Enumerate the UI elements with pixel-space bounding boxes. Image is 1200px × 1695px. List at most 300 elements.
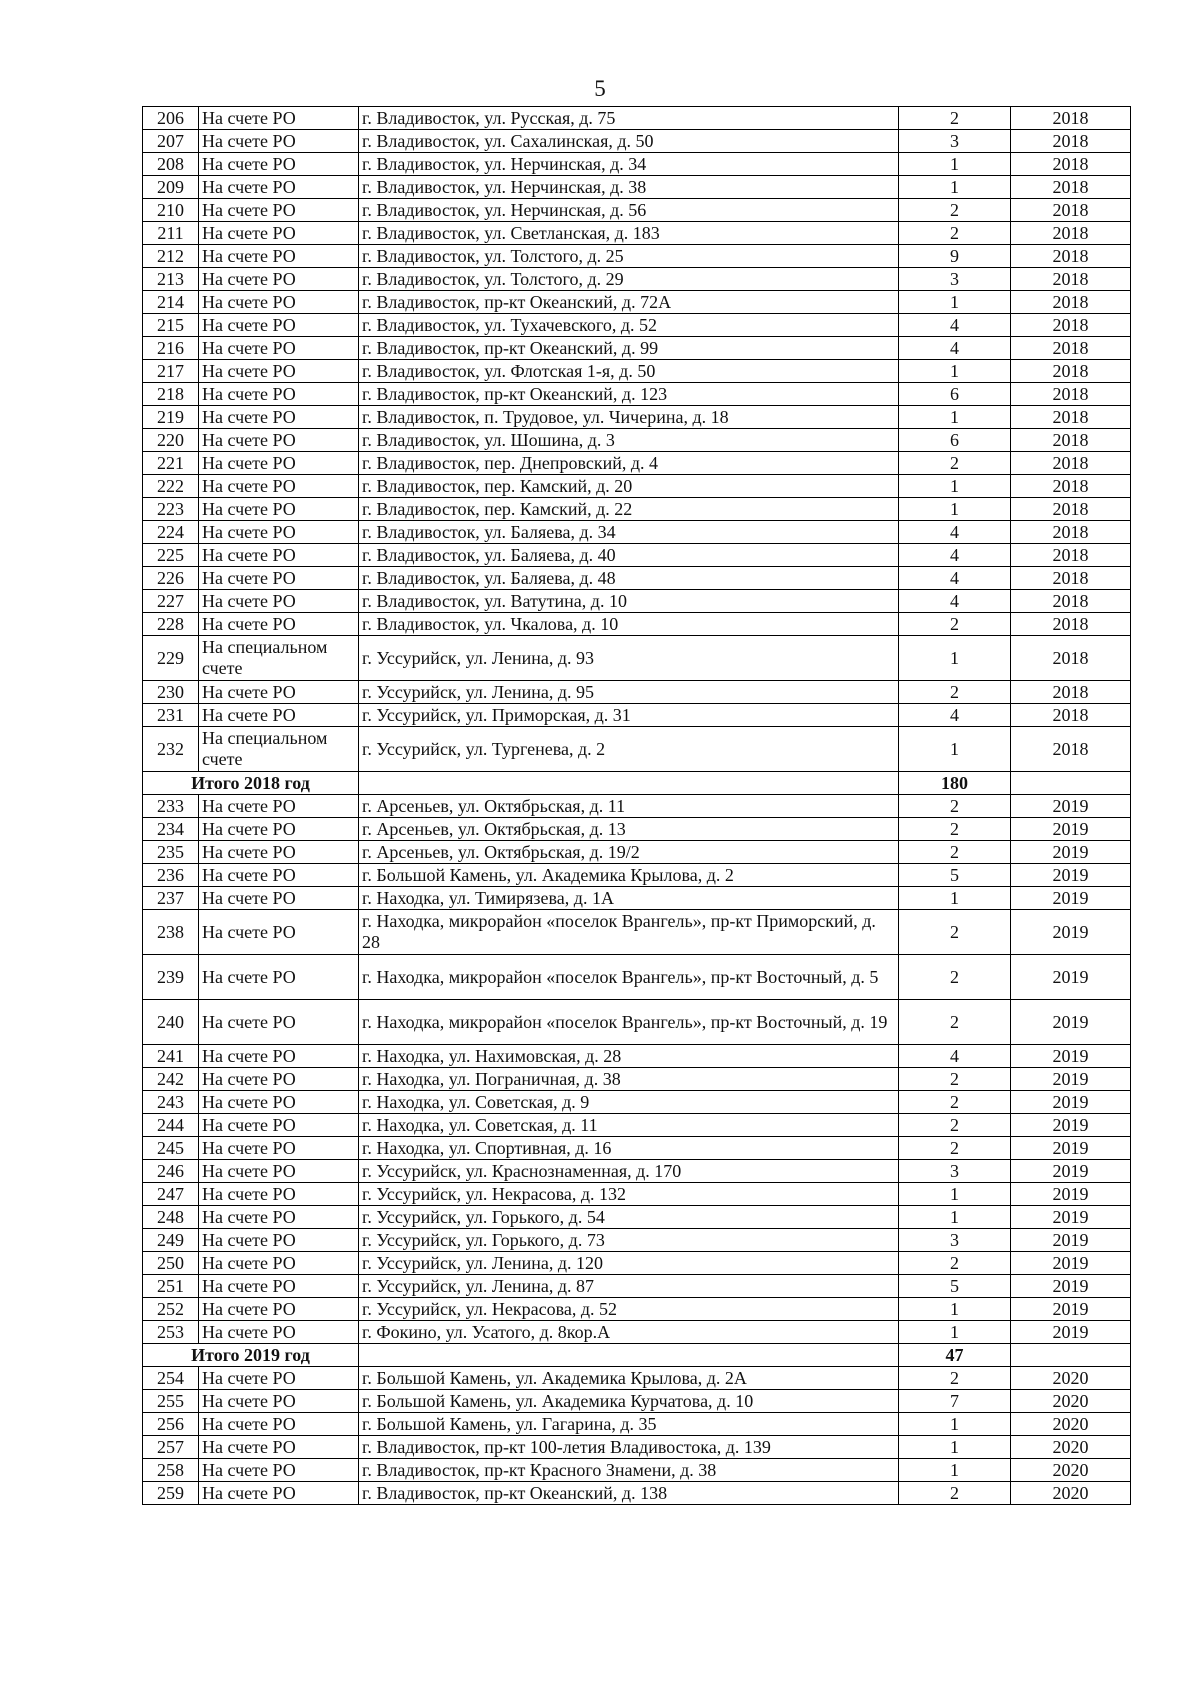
building-address: г. Большой Камень, ул. Академика Крылова, д. 2А <box>359 1367 899 1390</box>
building-address: г. Владивосток, ул. Нерчинская, д. 56 <box>359 199 899 222</box>
plan-year: 2018 <box>1011 383 1131 406</box>
work-count: 1 <box>899 1183 1011 1206</box>
table-row <box>143 429 1131 452</box>
row-number: 231 <box>143 704 199 727</box>
row-number: 213 <box>143 268 199 291</box>
row-number: 245 <box>143 1137 199 1160</box>
row-number: 228 <box>143 613 199 636</box>
row-number: 235 <box>143 841 199 864</box>
work-count: 7 <box>899 1390 1011 1413</box>
plan-year: 2018 <box>1011 107 1131 130</box>
row-number: 227 <box>143 590 199 613</box>
plan-year: 2019 <box>1011 910 1131 955</box>
work-count: 4 <box>899 567 1011 590</box>
plan-year: 2018 <box>1011 429 1131 452</box>
year-total-label: Итого 2019 год <box>143 1344 359 1367</box>
row-number: 220 <box>143 429 199 452</box>
table-row <box>143 1068 1131 1091</box>
account-status: На счете РО <box>199 475 359 498</box>
account-status: На специальном счете <box>199 636 359 681</box>
plan-year: 2018 <box>1011 314 1131 337</box>
work-count: 1 <box>899 1459 1011 1482</box>
work-count: 6 <box>899 429 1011 452</box>
building-address: г. Уссурийск, ул. Тургенева, д. 2 <box>359 727 899 772</box>
building-address: г. Владивосток, ул. Сахалинская, д. 50 <box>359 130 899 153</box>
row-number: 237 <box>143 887 199 910</box>
plan-year: 2019 <box>1011 1068 1131 1091</box>
table-row <box>143 521 1131 544</box>
table-row <box>143 337 1131 360</box>
plan-year: 2019 <box>1011 1137 1131 1160</box>
account-status: На счете РО <box>199 1252 359 1275</box>
row-number: 215 <box>143 314 199 337</box>
plan-year: 2019 <box>1011 1000 1131 1045</box>
building-address: г. Владивосток, пр-кт Океанский, д. 72А <box>359 291 899 314</box>
work-count: 6 <box>899 383 1011 406</box>
work-count: 4 <box>899 337 1011 360</box>
work-count: 9 <box>899 245 1011 268</box>
account-status: На счете РО <box>199 383 359 406</box>
plan-year: 2020 <box>1011 1482 1131 1505</box>
account-status: На счете РО <box>199 704 359 727</box>
table-row <box>143 475 1131 498</box>
table-row <box>143 681 1131 704</box>
account-status: На счете РО <box>199 291 359 314</box>
work-count: 2 <box>899 107 1011 130</box>
row-number: 243 <box>143 1091 199 1114</box>
work-count: 2 <box>899 1482 1011 1505</box>
plan-year: 2018 <box>1011 475 1131 498</box>
table-row <box>143 130 1131 153</box>
row-number: 234 <box>143 818 199 841</box>
table-row <box>143 955 1131 1000</box>
account-status: На счете РО <box>199 498 359 521</box>
account-status: На счете РО <box>199 887 359 910</box>
building-address: г. Уссурийск, ул. Некрасова, д. 132 <box>359 1183 899 1206</box>
account-status: На счете РО <box>199 153 359 176</box>
plan-year: 2019 <box>1011 1160 1131 1183</box>
plan-year: 2018 <box>1011 199 1131 222</box>
account-status: На счете РО <box>199 406 359 429</box>
building-address: г. Уссурийск, ул. Краснознаменная, д. 170 <box>359 1160 899 1183</box>
building-address: г. Уссурийск, ул. Ленина, д. 95 <box>359 681 899 704</box>
work-count: 2 <box>899 613 1011 636</box>
table-row <box>143 1252 1131 1275</box>
table-row <box>143 1229 1131 1252</box>
account-status: На счете РО <box>199 429 359 452</box>
plan-year: 2019 <box>1011 864 1131 887</box>
plan-year: 2018 <box>1011 222 1131 245</box>
account-status: На счете РО <box>199 567 359 590</box>
table-row <box>143 910 1131 955</box>
row-number: 208 <box>143 153 199 176</box>
year-total-empty-cell <box>1011 772 1131 795</box>
building-address: г. Владивосток, ул. Толстого, д. 29 <box>359 268 899 291</box>
building-address: г. Уссурийск, ул. Горького, д. 54 <box>359 1206 899 1229</box>
plan-year: 2018 <box>1011 452 1131 475</box>
building-address: г. Арсеньев, ул. Октябрьская, д. 11 <box>359 795 899 818</box>
building-address: г. Уссурийск, ул. Горького, д. 73 <box>359 1229 899 1252</box>
building-address: г. Владивосток, пр-кт Океанский, д. 123 <box>359 383 899 406</box>
account-status: На счете РО <box>199 1482 359 1505</box>
building-address: г. Уссурийск, ул. Ленина, д. 120 <box>359 1252 899 1275</box>
plan-year: 2019 <box>1011 1252 1131 1275</box>
account-status: На счете РО <box>199 1367 359 1390</box>
work-count: 2 <box>899 1252 1011 1275</box>
row-number: 253 <box>143 1321 199 1344</box>
building-address: г. Находка, ул. Советская, д. 9 <box>359 1091 899 1114</box>
table-row <box>143 176 1131 199</box>
row-number: 225 <box>143 544 199 567</box>
row-number: 232 <box>143 727 199 772</box>
building-address: г. Находка, ул. Пограничная, д. 38 <box>359 1068 899 1091</box>
plan-year: 2018 <box>1011 544 1131 567</box>
plan-year: 2018 <box>1011 153 1131 176</box>
plan-year: 2018 <box>1011 521 1131 544</box>
plan-year: 2018 <box>1011 498 1131 521</box>
row-number: 246 <box>143 1160 199 1183</box>
plan-year: 2020 <box>1011 1436 1131 1459</box>
work-count: 2 <box>899 841 1011 864</box>
work-count: 4 <box>899 544 1011 567</box>
work-count: 3 <box>899 1160 1011 1183</box>
row-number: 240 <box>143 1000 199 1045</box>
row-number: 244 <box>143 1114 199 1137</box>
row-number: 256 <box>143 1413 199 1436</box>
row-number: 239 <box>143 955 199 1000</box>
table-row <box>143 1482 1131 1505</box>
table-row <box>143 498 1131 521</box>
work-count: 1 <box>899 1321 1011 1344</box>
work-count: 2 <box>899 955 1011 1000</box>
building-address: г. Владивосток, ул. Нерчинская, д. 38 <box>359 176 899 199</box>
building-address: г. Владивосток, пер. Камский, д. 20 <box>359 475 899 498</box>
table-row <box>143 795 1131 818</box>
plan-year: 2018 <box>1011 727 1131 772</box>
year-total-count: 47 <box>899 1344 1011 1367</box>
building-address: г. Владивосток, пр-кт 100-летия Владивостока, д. 139 <box>359 1436 899 1459</box>
table-row <box>143 314 1131 337</box>
building-address: г. Фокино, ул. Усатого, д. 8кор.А <box>359 1321 899 1344</box>
table-row <box>143 590 1131 613</box>
account-status: На счете РО <box>199 955 359 1000</box>
work-count: 1 <box>899 360 1011 383</box>
table-row <box>143 613 1131 636</box>
row-number: 226 <box>143 567 199 590</box>
table-row <box>143 567 1131 590</box>
table-row <box>143 199 1131 222</box>
row-number: 230 <box>143 681 199 704</box>
account-status: На счете РО <box>199 199 359 222</box>
plan-year: 2019 <box>1011 1298 1131 1321</box>
table-row <box>143 1091 1131 1114</box>
work-count: 3 <box>899 130 1011 153</box>
row-number: 242 <box>143 1068 199 1091</box>
table-row <box>143 1183 1131 1206</box>
work-count: 4 <box>899 1045 1011 1068</box>
building-address: г. Находка, микрорайон «поселок Врангель», пр-кт Восточный, д. 19 <box>359 1000 899 1045</box>
account-status: На счете РО <box>199 337 359 360</box>
building-address: г. Владивосток, ул. Шошина, д. 3 <box>359 429 899 452</box>
work-count: 4 <box>899 521 1011 544</box>
building-address: г. Владивосток, ул. Тухачевского, д. 52 <box>359 314 899 337</box>
table-row <box>143 222 1131 245</box>
building-address: г. Владивосток, пр-кт Океанский, д. 138 <box>359 1482 899 1505</box>
building-address: г. Владивосток, ул. Баляева, д. 34 <box>359 521 899 544</box>
building-address: г. Владивосток, ул. Баляева, д. 48 <box>359 567 899 590</box>
account-status: На счете РО <box>199 130 359 153</box>
work-count: 1 <box>899 1436 1011 1459</box>
table-row <box>143 1413 1131 1436</box>
table-row <box>143 268 1131 291</box>
work-count: 1 <box>899 1298 1011 1321</box>
building-address: г. Арсеньев, ул. Октябрьская, д. 19/2 <box>359 841 899 864</box>
building-address: г. Большой Камень, ул. Академика Курчатова, д. 10 <box>359 1390 899 1413</box>
row-number: 214 <box>143 291 199 314</box>
building-address: г. Владивосток, ул. Чкалова, д. 10 <box>359 613 899 636</box>
building-address: г. Уссурийск, ул. Приморская, д. 31 <box>359 704 899 727</box>
work-count: 2 <box>899 1367 1011 1390</box>
plan-year: 2020 <box>1011 1367 1131 1390</box>
plan-year: 2019 <box>1011 795 1131 818</box>
work-count: 4 <box>899 590 1011 613</box>
work-count: 1 <box>899 291 1011 314</box>
account-status: На счете РО <box>199 1000 359 1045</box>
plan-year: 2018 <box>1011 291 1131 314</box>
work-count: 2 <box>899 910 1011 955</box>
account-status: На счете РО <box>199 590 359 613</box>
table-row <box>143 841 1131 864</box>
row-number: 217 <box>143 360 199 383</box>
account-status: На счете РО <box>199 1321 359 1344</box>
building-address: г. Находка, микрорайон «поселок Врангель», пр-кт Приморский, д. 28 <box>359 910 899 955</box>
plan-year: 2019 <box>1011 1229 1131 1252</box>
work-count: 1 <box>899 176 1011 199</box>
table-row <box>143 1275 1131 1298</box>
row-number: 255 <box>143 1390 199 1413</box>
account-status: На счете РО <box>199 222 359 245</box>
table-row <box>143 727 1131 772</box>
work-count: 1 <box>899 475 1011 498</box>
account-status: На счете РО <box>199 1413 359 1436</box>
year-total-row <box>143 1344 1131 1367</box>
account-status: На счете РО <box>199 1160 359 1183</box>
plan-year: 2018 <box>1011 636 1131 681</box>
row-number: 257 <box>143 1436 199 1459</box>
account-status: На счете РО <box>199 818 359 841</box>
work-count: 1 <box>899 887 1011 910</box>
building-address: г. Владивосток, ул. Ватутина, д. 10 <box>359 590 899 613</box>
plan-year: 2019 <box>1011 887 1131 910</box>
work-count: 3 <box>899 1229 1011 1252</box>
building-address: г. Владивосток, пер. Днепровский, д. 4 <box>359 452 899 475</box>
account-status: На счете РО <box>199 521 359 544</box>
plan-year: 2020 <box>1011 1390 1131 1413</box>
row-number: 207 <box>143 130 199 153</box>
row-number: 210 <box>143 199 199 222</box>
building-address: г. Находка, микрорайон «поселок Врангель», пр-кт Восточный, д. 5 <box>359 955 899 1000</box>
account-status: На счете РО <box>199 1091 359 1114</box>
table-row <box>143 291 1131 314</box>
plan-year: 2018 <box>1011 613 1131 636</box>
work-count: 1 <box>899 636 1011 681</box>
plan-year: 2018 <box>1011 176 1131 199</box>
plan-year: 2018 <box>1011 567 1131 590</box>
building-address: г. Уссурийск, ул. Некрасова, д. 52 <box>359 1298 899 1321</box>
plan-year: 2018 <box>1011 590 1131 613</box>
plan-year: 2018 <box>1011 268 1131 291</box>
table-row <box>143 245 1131 268</box>
row-number: 224 <box>143 521 199 544</box>
table-row <box>143 1298 1131 1321</box>
building-address: г. Находка, ул. Спортивная, д. 16 <box>359 1137 899 1160</box>
table-row <box>143 1045 1131 1068</box>
table-row <box>143 864 1131 887</box>
table-row <box>143 360 1131 383</box>
plan-year: 2018 <box>1011 681 1131 704</box>
account-status: На счете РО <box>199 1114 359 1137</box>
building-address: г. Большой Камень, ул. Гагарина, д. 35 <box>359 1413 899 1436</box>
account-status: На счете РО <box>199 1275 359 1298</box>
plan-year: 2019 <box>1011 1321 1131 1344</box>
plan-year: 2018 <box>1011 406 1131 429</box>
row-number: 251 <box>143 1275 199 1298</box>
work-count: 1 <box>899 153 1011 176</box>
table-row <box>143 1206 1131 1229</box>
row-number: 218 <box>143 383 199 406</box>
row-number: 233 <box>143 795 199 818</box>
row-number: 250 <box>143 1252 199 1275</box>
account-status: На счете РО <box>199 176 359 199</box>
page-number: 5 <box>594 76 606 101</box>
table-row <box>143 1390 1131 1413</box>
account-status: На счете РО <box>199 613 359 636</box>
plan-year: 2019 <box>1011 1275 1131 1298</box>
row-number: 221 <box>143 452 199 475</box>
year-total-empty-cell <box>359 1344 899 1367</box>
row-number: 252 <box>143 1298 199 1321</box>
table-row <box>143 704 1131 727</box>
account-status: На счете РО <box>199 1459 359 1482</box>
table-row <box>143 406 1131 429</box>
work-count: 2 <box>899 199 1011 222</box>
row-number: 216 <box>143 337 199 360</box>
table-row <box>143 1114 1131 1137</box>
table-row <box>143 153 1131 176</box>
account-status: На счете РО <box>199 795 359 818</box>
building-address: г. Уссурийск, ул. Ленина, д. 93 <box>359 636 899 681</box>
account-status: На счете РО <box>199 1229 359 1252</box>
plan-year: 2018 <box>1011 360 1131 383</box>
work-count: 2 <box>899 1000 1011 1045</box>
work-count: 2 <box>899 452 1011 475</box>
row-number: 247 <box>143 1183 199 1206</box>
plan-year: 2018 <box>1011 130 1131 153</box>
table-row <box>143 107 1131 130</box>
work-count: 1 <box>899 1413 1011 1436</box>
account-status: На специальном счете <box>199 727 359 772</box>
year-total-empty-cell <box>1011 1344 1131 1367</box>
table-row <box>143 636 1131 681</box>
row-number: 212 <box>143 245 199 268</box>
table-row <box>143 1367 1131 1390</box>
table-row <box>143 544 1131 567</box>
work-count: 5 <box>899 1275 1011 1298</box>
building-address: г. Владивосток, ул. Светланская, д. 183 <box>359 222 899 245</box>
account-status: На счете РО <box>199 314 359 337</box>
plan-year: 2019 <box>1011 955 1131 1000</box>
plan-year: 2019 <box>1011 1045 1131 1068</box>
account-status: На счете РО <box>199 268 359 291</box>
table-row <box>143 1459 1131 1482</box>
row-number: 249 <box>143 1229 199 1252</box>
account-status: На счете РО <box>199 910 359 955</box>
table-row <box>143 818 1131 841</box>
work-count: 1 <box>899 727 1011 772</box>
account-status: На счете РО <box>199 360 359 383</box>
plan-year: 2019 <box>1011 841 1131 864</box>
building-address: г. Владивосток, ул. Русская, д. 75 <box>359 107 899 130</box>
table-row <box>143 1000 1131 1045</box>
plan-year: 2019 <box>1011 1183 1131 1206</box>
year-total-row <box>143 772 1131 795</box>
account-status: На счете РО <box>199 544 359 567</box>
building-address: г. Владивосток, пр-кт Океанский, д. 99 <box>359 337 899 360</box>
row-number: 209 <box>143 176 199 199</box>
row-number: 248 <box>143 1206 199 1229</box>
building-address: г. Находка, ул. Тимирязева, д. 1А <box>359 887 899 910</box>
building-address: г. Владивосток, пер. Камский, д. 22 <box>359 498 899 521</box>
table-row <box>143 1160 1131 1183</box>
plan-year: 2019 <box>1011 818 1131 841</box>
row-number: 219 <box>143 406 199 429</box>
year-total-label: Итого 2018 год <box>143 772 359 795</box>
building-address: г. Владивосток, ул. Толстого, д. 25 <box>359 245 899 268</box>
work-count: 2 <box>899 1068 1011 1091</box>
plan-year: 2019 <box>1011 1206 1131 1229</box>
building-address: г. Большой Камень, ул. Академика Крылова, д. 2 <box>359 864 899 887</box>
account-status: На счете РО <box>199 841 359 864</box>
building-address: г. Находка, ул. Советская, д. 11 <box>359 1114 899 1137</box>
table-row <box>143 383 1131 406</box>
row-number: 254 <box>143 1367 199 1390</box>
table-row <box>143 1137 1131 1160</box>
year-total-count: 180 <box>899 772 1011 795</box>
work-count: 5 <box>899 864 1011 887</box>
row-number: 229 <box>143 636 199 681</box>
building-address: г. Владивосток, ул. Баляева, д. 40 <box>359 544 899 567</box>
row-number: 238 <box>143 910 199 955</box>
account-status: На счете РО <box>199 864 359 887</box>
work-count: 2 <box>899 222 1011 245</box>
building-address: г. Владивосток, ул. Нерчинская, д. 34 <box>359 153 899 176</box>
work-count: 2 <box>899 681 1011 704</box>
plan-year: 2019 <box>1011 1091 1131 1114</box>
row-number: 258 <box>143 1459 199 1482</box>
plan-year: 2020 <box>1011 1459 1131 1482</box>
work-count: 1 <box>899 406 1011 429</box>
account-status: На счете РО <box>199 1068 359 1091</box>
plan-year: 2018 <box>1011 337 1131 360</box>
work-count: 2 <box>899 795 1011 818</box>
building-address: г. Уссурийск, ул. Ленина, д. 87 <box>359 1275 899 1298</box>
row-number: 211 <box>143 222 199 245</box>
account-status: На счете РО <box>199 245 359 268</box>
table-row <box>143 887 1131 910</box>
work-count: 1 <box>899 1206 1011 1229</box>
work-count: 2 <box>899 1114 1011 1137</box>
building-address: г. Владивосток, п. Трудовое, ул. Чичерина, д. 18 <box>359 406 899 429</box>
